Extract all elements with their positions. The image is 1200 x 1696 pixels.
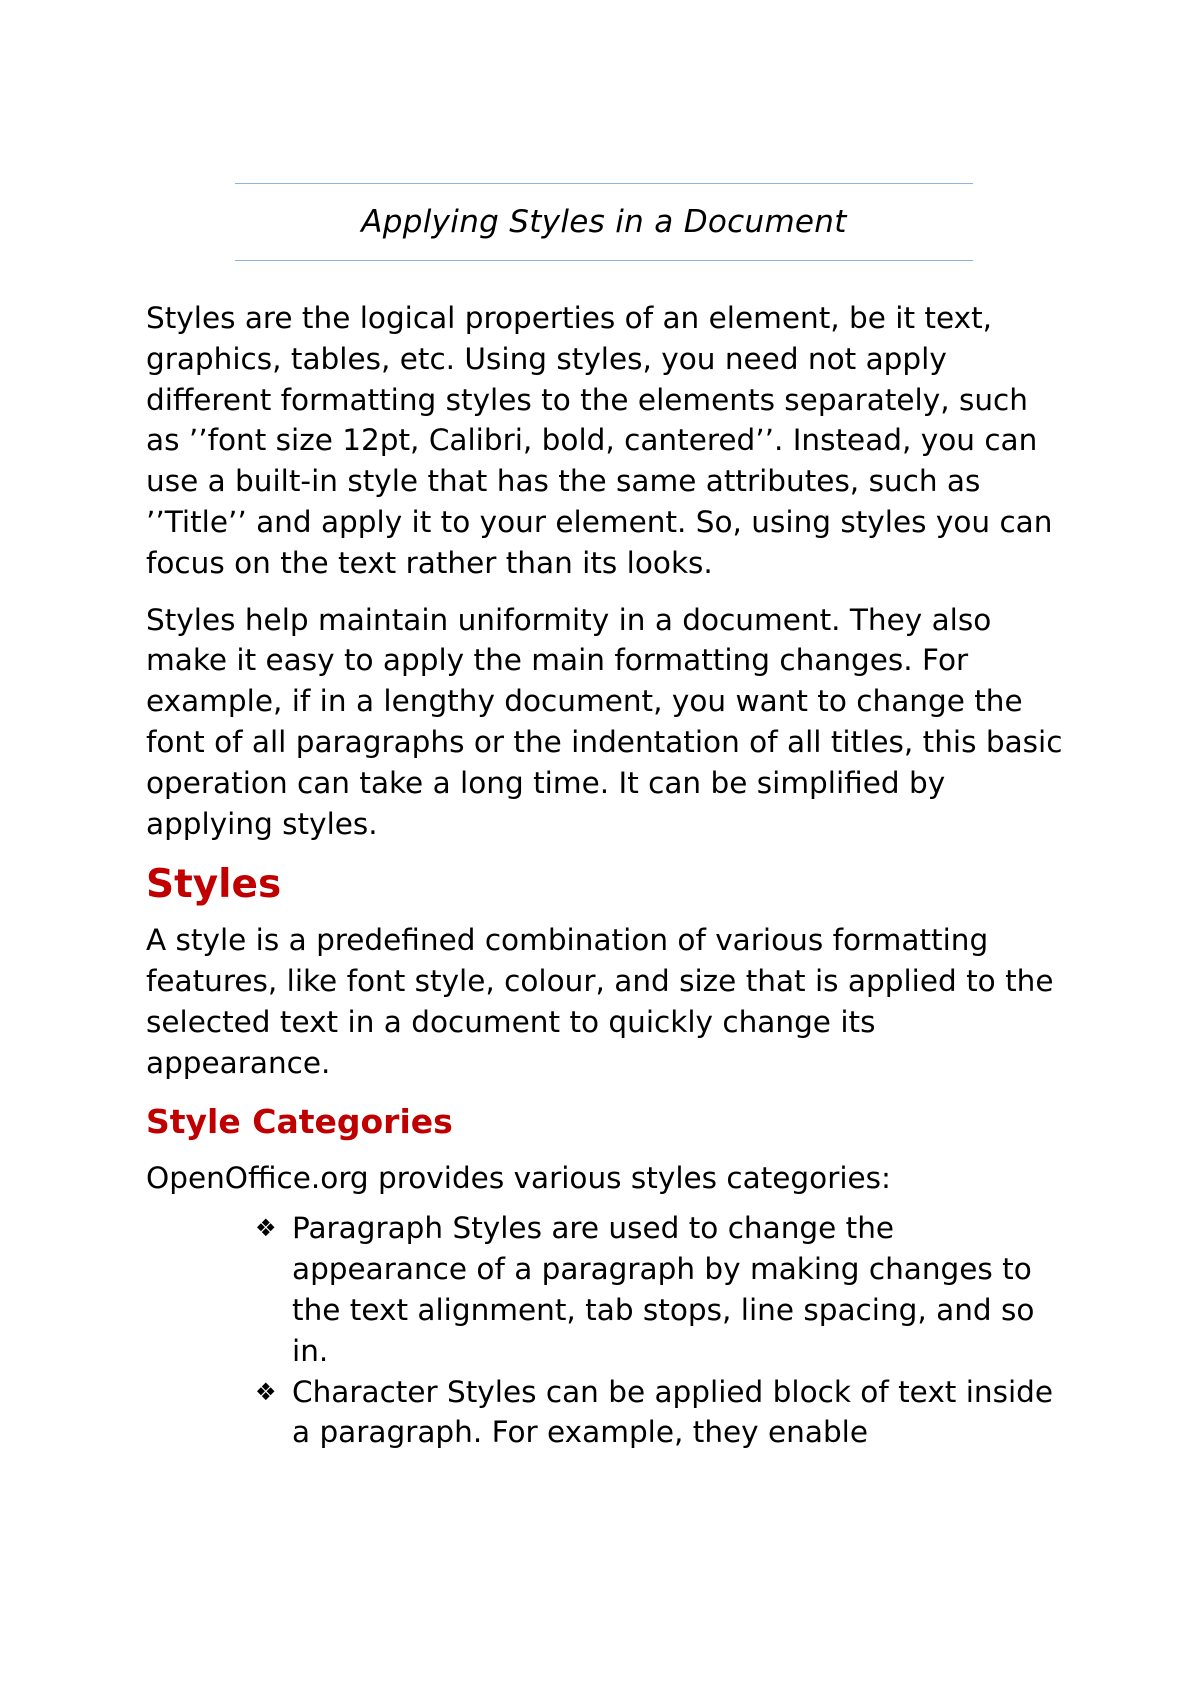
list-item — [255, 1372, 1066, 1454]
diamond-bullet-icon: ❖ — [255, 1214, 277, 1243]
heading-styles: Styles — [146, 862, 282, 908]
intro-paragraph-1: Styles are the logical properties of an element, be it text, graphics, tables, etc. Using styles, you need not apply different formatting styles to the elements separately, such as ’’font size 12pt, Calibri, bold, cantered’’. Instead, you can use a built-in style that has the same attributes, such as ’’Title’’ and apply it to your element. So, using styles you can focus on the text rather than its looks. — [146, 301, 1053, 580]
list-item-text: Character Styles can be applied block of text inside a paragraph. For example, they enable — [292, 1374, 1054, 1450]
diamond-bullet-icon: ❖ — [255, 1377, 277, 1406]
list-item-text: Paragraph Styles are used to change the appearance of a paragraph by making changes to the text alignment, tab stops, line spacing, and so in. — [292, 1211, 1035, 1368]
document-body — [146, 298, 1066, 1453]
heading-style-categories: Style Categories — [146, 1101, 453, 1141]
styles-definition-paragraph: A style is a predefined combination of various formatting features, like font style, colour, and size that is applied to the selected text in a document to quickly change its appearance. — [146, 923, 1054, 1080]
title-block — [235, 183, 973, 261]
document-title: Applying Styles in a Document — [361, 204, 847, 240]
list-item — [255, 1208, 1066, 1371]
title-bottom-rule — [235, 260, 973, 261]
style-categories-list — [146, 1208, 1066, 1453]
categories-intro-paragraph: OpenOffice.org provides various styles categories: — [146, 1160, 891, 1195]
intro-paragraph-2: Styles help maintain uniformity in a document. They also make it easy to apply the main formatting changes. For example, if in a lengthy document, you want to change the font of all paragraphs or the indentation of all titles, this basic operation can take a long time. It can be simplified by applying styles. — [146, 602, 1063, 841]
